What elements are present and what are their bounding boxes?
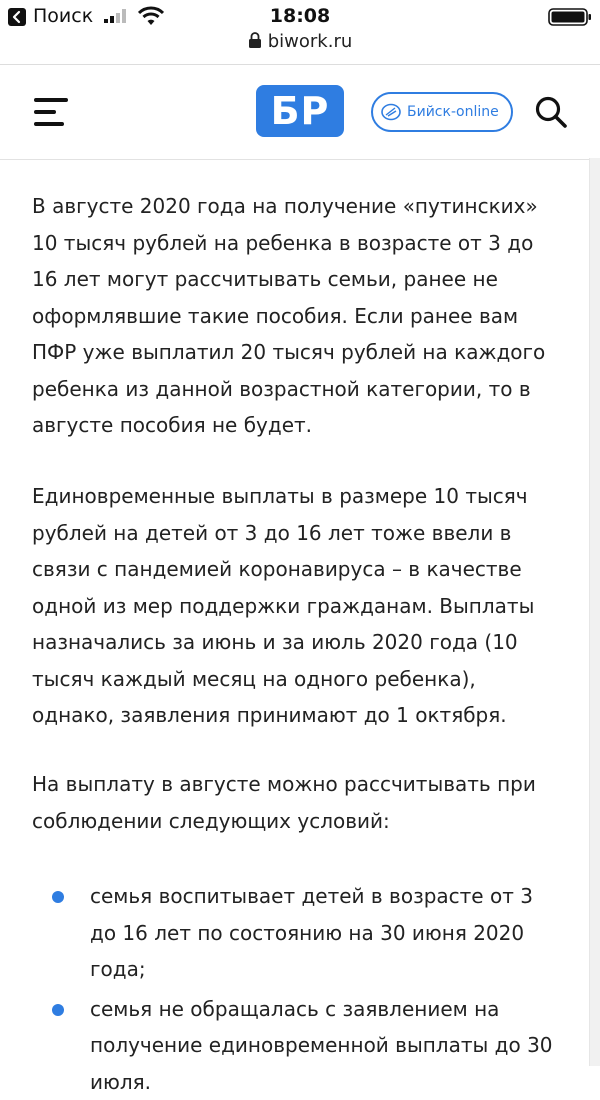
conditions-list bbox=[32, 878, 562, 1100]
address-bar[interactable] bbox=[0, 31, 600, 57]
back-app-label[interactable]: Поиск bbox=[33, 5, 93, 27]
list-item-text: семья воспитывает детей в возрасте от 3 до 16 лет по состоянию на 30 июня 2020 года; bbox=[90, 884, 533, 981]
bullet-icon bbox=[52, 891, 64, 903]
status-bar bbox=[0, 0, 600, 30]
article-paragraph: На выплату в августе можно рассчитывать при соблюдении следующих условий: bbox=[32, 766, 562, 839]
bullet-icon bbox=[52, 1004, 64, 1016]
site-logo[interactable]: БР bbox=[256, 85, 344, 137]
list-item bbox=[32, 991, 562, 1100]
scrollbar-track[interactable] bbox=[589, 158, 600, 1066]
site-header bbox=[0, 64, 600, 160]
clock: 18:08 bbox=[0, 5, 600, 27]
article-paragraph: Единовременные выплаты в размере 10 тысяч рублей на детей от 3 до 16 лет тоже ввели в связи с пандемией коронавируса – в качестве одной из мер поддержки гражданам. Выплаты назначались за июнь и за июль 2020 года (10 тысяч каждый месяц на одного ребенка), однако, заявления принимают до 1 октября. bbox=[32, 478, 562, 734]
city-icon bbox=[381, 103, 401, 121]
battery-icon bbox=[548, 8, 592, 26]
menu-button[interactable] bbox=[34, 97, 68, 127]
list-item bbox=[32, 878, 562, 988]
list-item-text: семья не обращалась с заявлением на получение единовременной выплаты до 30 июля. bbox=[90, 997, 553, 1094]
article-paragraph: В августе 2020 года на получение «путинских» 10 тысяч рублей на ребенка в возрасте от 3 до 16 лет могут рассчитывать семьи, ранее не оформлявшие такие пособия. Если ранее вам ПФР уже выплатил 20 тысяч рублей на каждого ребенка из данной возрастной категории, то в августе пособия не будет. bbox=[32, 188, 562, 444]
lock-icon bbox=[248, 32, 262, 48]
url-text: biwork.ru bbox=[268, 31, 353, 52]
search-icon[interactable] bbox=[534, 95, 568, 129]
city-online-button[interactable] bbox=[371, 92, 513, 132]
city-button-label: Бийск-online bbox=[407, 94, 499, 130]
